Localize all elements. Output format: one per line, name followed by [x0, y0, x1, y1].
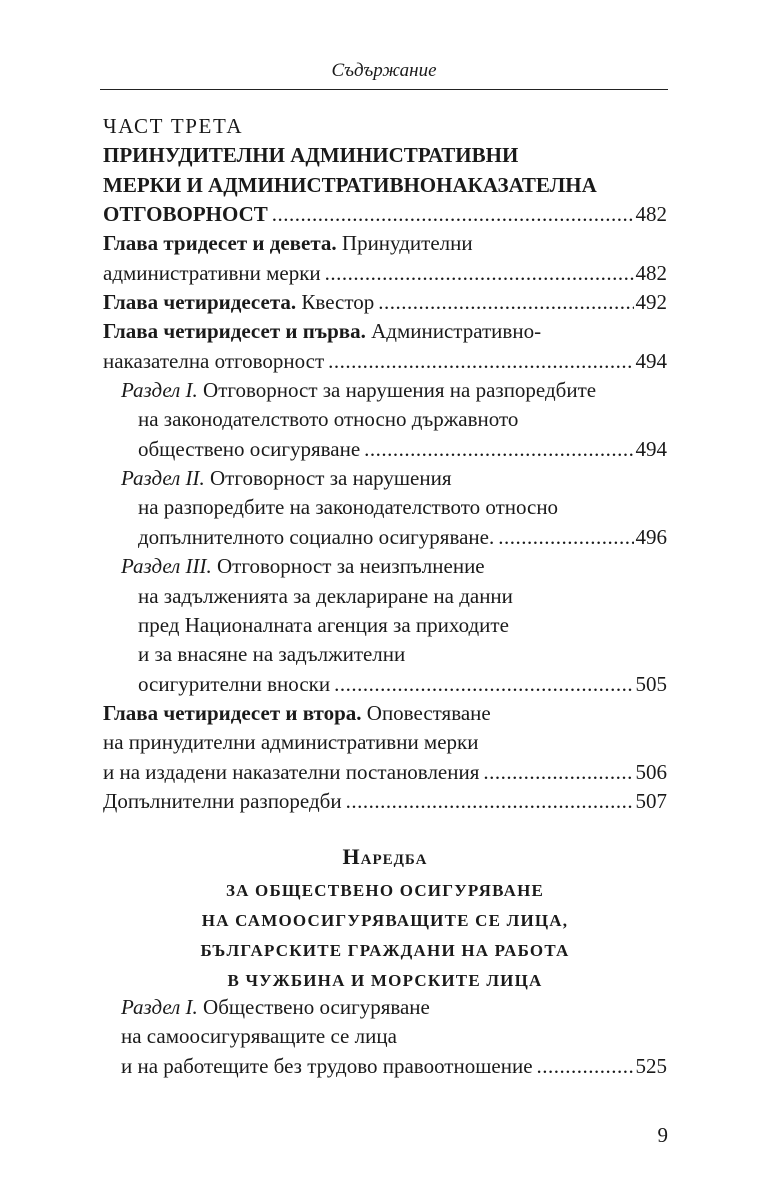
decree-subtitle-line: НА САМООСИГУРЯВАЩИТЕ СЕ ЛИЦА,	[201, 911, 569, 930]
page-number: 9	[657, 1123, 668, 1147]
page-ref: 492	[635, 290, 667, 315]
section-title-line: и за внасяне на задължителни	[138, 642, 406, 667]
dot-leader	[328, 347, 633, 376]
chapter-label: Глава четиридесет и първа.	[103, 319, 366, 344]
toc-entry-chapter-40[interactable]	[103, 288, 667, 317]
chapter-title: наказателна отговорност	[103, 348, 325, 373]
section-title: и на работещите без трудово правоотношение	[121, 1053, 533, 1078]
chapter-title: Административно-	[371, 319, 542, 344]
header-rule	[100, 89, 668, 90]
page-ref: 525	[635, 1053, 667, 1078]
toc-entry-chapter-39-cont[interactable]	[103, 259, 667, 288]
chapter-title: административни мерки	[103, 260, 321, 285]
table-of-contents	[103, 112, 667, 816]
decree-subtitle-line: В ЧУЖБИНА И МОРСКИТЕ ЛИЦА	[227, 971, 543, 990]
toc-entry-chapter-42[interactable]	[103, 699, 667, 728]
dot-leader	[537, 1052, 634, 1081]
toc-entry-decree-section-1[interactable]	[103, 993, 667, 1022]
part-title-line: ПРИНУДИТЕЛНИ АДМИНИСТРАТИВНИ	[103, 143, 519, 168]
page-ref: 505	[635, 671, 667, 696]
decree-subtitle-line: БЪЛГАРСКИТЕ ГРАЖДАНИ НА РАБОТА	[200, 941, 570, 960]
section-title-line: на задълженията за деклариране на данни	[138, 583, 513, 608]
toc-entry-section-2-cont[interactable]	[103, 523, 667, 552]
toc-entry-section-1-cont[interactable]	[103, 435, 667, 464]
page-ref: 507	[635, 788, 667, 813]
dot-leader	[364, 435, 633, 464]
dot-leader	[272, 200, 634, 229]
dot-leader	[346, 787, 634, 816]
chapter-title-line: на принудителни административни мерки	[103, 730, 479, 755]
toc-entry-chapter-41[interactable]	[103, 317, 667, 346]
page-ref: 482	[635, 260, 667, 285]
part-title-line: МЕРКИ И АДМИНИСТРАТИВНОНАКАЗАТЕЛНА	[103, 172, 597, 197]
page-ref: 494	[635, 436, 667, 461]
toc-entry-chapter-39[interactable]	[103, 229, 667, 258]
chapter-label: Глава тридесет и девета.	[103, 231, 337, 256]
supplementary-title: Допълнителни разпоредби	[103, 788, 342, 813]
chapter-label: Глава четиридесет и втора.	[103, 700, 362, 725]
page-ref: 496	[635, 524, 667, 549]
chapter-title: Принудителни	[341, 231, 473, 256]
dot-leader	[498, 523, 633, 552]
toc-entry-part-3[interactable]	[103, 200, 667, 229]
chapter-title: Квестор	[301, 290, 375, 315]
dot-leader	[325, 259, 634, 288]
dot-leader	[378, 288, 633, 317]
section-title: Отговорност за неизпълнение	[217, 554, 485, 579]
part-label: ЧАСТ ТРЕТА	[103, 114, 244, 138]
toc-entry-section-3[interactable]	[103, 552, 667, 581]
section-title-line: пред Националната агенция за приходите	[138, 612, 509, 637]
toc-entry-chapter-41-cont[interactable]	[103, 347, 667, 376]
section-label: Раздел III.	[121, 554, 212, 579]
toc-entry-section-2[interactable]	[103, 464, 667, 493]
section-label: Раздел I.	[121, 995, 198, 1019]
chapter-title: и на издадени наказателни постановления	[103, 759, 480, 784]
chapter-title: Оповестяване	[366, 700, 491, 725]
page-ref: 482	[635, 202, 667, 227]
chapter-label: Глава четиридесета.	[103, 290, 297, 315]
decree-title: Наредба	[342, 844, 428, 869]
section-label: Раздел I.	[121, 378, 198, 403]
section-title: Отговорност за нарушения	[210, 466, 452, 491]
running-head: Съдържание	[331, 60, 437, 81]
section-title-line: на законодателството относно държавното	[138, 407, 519, 432]
decree-heading	[103, 842, 667, 996]
decree-subtitle-line: ЗА ОБЩЕСТВЕНО ОСИГУРЯВАНЕ	[225, 881, 545, 900]
dot-leader	[483, 758, 633, 787]
section-title: Отговорност за нарушения на разпоредбите	[203, 378, 597, 403]
page-ref: 506	[635, 759, 667, 784]
toc-entry-supplementary[interactable]	[103, 787, 667, 816]
toc-entry-chapter-42-cont[interactable]	[103, 758, 667, 787]
section-label: Раздел II.	[121, 466, 205, 491]
toc-entry-section-1[interactable]	[103, 376, 667, 405]
section-title: обществено осигуряване	[138, 436, 361, 461]
page-ref: 494	[635, 348, 667, 373]
toc-entry-decree-section-1-cont[interactable]	[103, 1052, 667, 1081]
dot-leader	[334, 670, 633, 699]
decree-contents	[103, 993, 667, 1081]
section-title: допълнителното социално осигуряване.	[138, 524, 495, 549]
section-title-line: на разпоредбите на законодателството относно	[138, 495, 559, 520]
toc-entry-section-3-cont[interactable]	[103, 670, 667, 699]
section-title: Обществено осигуряване	[203, 995, 430, 1019]
section-title: осигурителни вноски	[138, 671, 331, 696]
part-title-line: ОТГОВОРНОСТ	[103, 202, 268, 227]
section-title-line: на самоосигуряващите се лица	[121, 1024, 397, 1049]
